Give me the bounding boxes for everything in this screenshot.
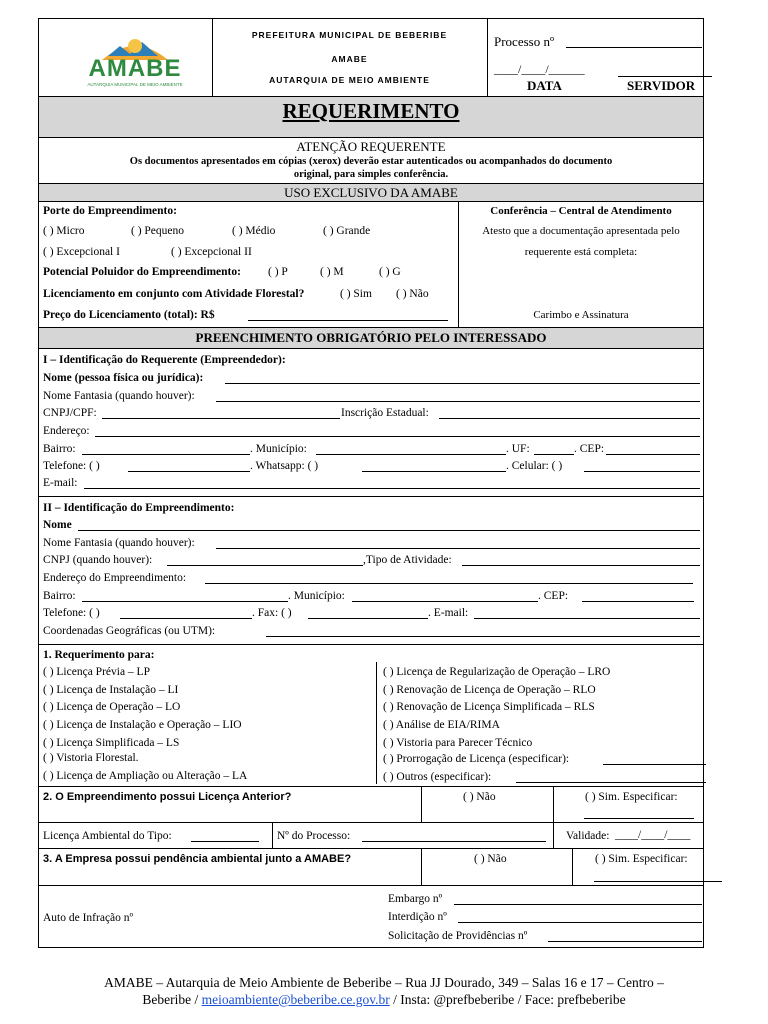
processo-label: Processo nº [494, 34, 554, 49]
uso-heading: USO EXCLUSIVO DA AMABE [284, 185, 458, 200]
footer-email-link[interactable]: meioambiente@beberibe.ce.gov.br [201, 992, 390, 1007]
preco-field[interactable] [248, 320, 448, 321]
s2-endereco-field[interactable] [205, 583, 693, 584]
porte-label: Porte do Empreendimento: [43, 205, 177, 217]
porte-grande[interactable]: ( ) Grande [323, 225, 371, 237]
section2-title: II – Identificação do Empreendimento: [43, 502, 235, 514]
servidor-field[interactable] [618, 76, 712, 77]
florestal-label: Licenciamento em conjunto com Atividade Florestal? [43, 288, 305, 300]
s1-nome-field[interactable] [225, 383, 700, 384]
s1-uf-label: . UF: [506, 443, 530, 455]
q3-question: 3. A Empresa possui pendência ambiental junto a AMABE? [43, 853, 352, 865]
florestal-sim[interactable]: ( ) Sim [340, 288, 372, 300]
footer-line1: AMABE – Autarquia de Meio Ambiente de Beberibe – Rua JJ Dourado, 349 – Salas 16 e 17 – Centro – [104, 975, 664, 990]
page-title: REQUERIMENTO [282, 99, 460, 123]
divider [38, 848, 704, 849]
s1-uf-field[interactable] [534, 454, 574, 455]
s2-bairro-label: Bairro: [43, 590, 76, 602]
s2-nome-field[interactable] [78, 530, 700, 531]
s2-municipio-label: . Município: [288, 590, 345, 602]
s1-celular-label: . Celular: ( ) [506, 460, 563, 472]
potencial-p[interactable]: ( ) P [268, 266, 288, 278]
potencial-label: Potencial Poluidor do Empreendimento: [43, 266, 241, 278]
carimbo-label: Carimbo e Assinatura [533, 309, 629, 321]
divider [38, 201, 704, 202]
q3-embargo-field[interactable] [454, 904, 702, 905]
s1-whatsapp-label: . Whatsapp: ( ) [250, 460, 319, 472]
s1-fantasia-label: Nome Fantasia (quando houver): [43, 390, 195, 402]
s1-bairro-label: Bairro: [43, 443, 76, 455]
s2-cnpj-label: CNPJ (quando houver): [43, 554, 153, 566]
porte-excepcional-1[interactable]: ( ) Excepcional I [43, 246, 120, 258]
s1-email-label: E-mail: [43, 477, 78, 489]
attention-heading: ATENÇÃO REQUERENTE [296, 139, 446, 154]
s2-bairro-field[interactable] [82, 601, 288, 602]
s2-email-label: . E-mail: [428, 607, 469, 619]
s1-whatsapp-field[interactable] [362, 471, 506, 472]
req-lio[interactable]: ( ) Licença de Instalação e Operação – LIO [43, 719, 242, 731]
s1-endereco-field[interactable] [95, 436, 700, 437]
q2-sim-field[interactable] [584, 818, 694, 819]
req-lro[interactable]: ( ) Licença de Regularização de Operação – LRO [383, 666, 611, 678]
s2-email-field[interactable] [474, 618, 700, 619]
req-lo[interactable]: ( ) Licença de Operação – LO [43, 701, 181, 713]
divider [38, 496, 704, 497]
logo-text: AMABE [88, 55, 182, 82]
header-line2: AMABE [331, 54, 368, 64]
s1-inscricao-field[interactable] [439, 418, 700, 419]
req-ls[interactable]: ( ) Licença Simplificada – LS [43, 737, 180, 749]
req-rls[interactable]: ( ) Renovação de Licença Simplificada – RLS [383, 701, 595, 713]
divider [376, 662, 377, 784]
s2-atividade-field[interactable] [462, 565, 700, 566]
s1-inscricao-label: Inscrição Estadual: [341, 407, 429, 419]
q3-auto-label: Auto de Infração nº [43, 912, 134, 924]
section1-title: I – Identificação do Requerente (Empreendedor): [43, 354, 286, 366]
q2-nao[interactable]: ( ) Não [463, 791, 496, 803]
s2-cep-label: . CEP: [538, 590, 569, 602]
req-prorrogacao-field[interactable] [603, 764, 706, 765]
q2-processo-label: Nº do Processo: [277, 830, 351, 842]
footer-line2 [0, 992, 768, 1008]
s1-celular-field[interactable] [584, 471, 700, 472]
s1-municipio-field[interactable] [316, 454, 506, 455]
date-slashes[interactable]: ____/____/______ [494, 62, 585, 76]
preenchimento-heading: PREENCHIMENTO OBRIGATÓRIO PELO INTERESSADO [195, 330, 547, 345]
s2-fax-field[interactable] [308, 618, 428, 619]
s2-telefone-field[interactable] [120, 618, 252, 619]
s1-cep-label: . CEP: [574, 443, 605, 455]
s1-telefone-label: Telefone: ( ) [43, 460, 100, 472]
divider [487, 18, 488, 96]
s2-cep-field[interactable] [582, 601, 694, 602]
q3-solicitacao-field[interactable] [548, 941, 702, 942]
q2-sim[interactable]: ( ) Sim. Especificar: [585, 791, 678, 803]
q3-nao[interactable]: ( ) Não [474, 853, 507, 865]
req-outros[interactable]: ( ) Outros (especificar): [383, 771, 492, 783]
s2-coordenadas-field[interactable] [266, 636, 700, 637]
porte-pequeno[interactable]: ( ) Pequeno [131, 225, 185, 237]
s1-nome-label: Nome (pessoa física ou jurídica): [43, 372, 204, 384]
porte-micro[interactable]: ( ) Micro [43, 225, 85, 237]
logo [60, 26, 210, 90]
s2-coordenadas-label: Coordenadas Geográficas (ou UTM): [43, 625, 216, 637]
req-la[interactable]: ( ) Licença de Ampliação ou Alteração – LA [43, 770, 248, 782]
req-outros-field[interactable] [516, 782, 706, 783]
s2-fantasia-field[interactable] [216, 548, 700, 549]
header-line3: AUTARQUIA DE MEIO AMBIENTE [269, 75, 430, 85]
atesto-line2: requerente está completa: [524, 246, 638, 258]
s1-fantasia-field[interactable] [216, 401, 700, 402]
q3-sim-field[interactable] [594, 881, 722, 882]
s1-email-field[interactable] [84, 488, 700, 489]
req-eia-rima[interactable]: ( ) Análise de EIA/RIMA [383, 719, 500, 731]
data-label: DATA [527, 78, 562, 93]
attention-line1: Os documentos apresentados em cópias (xerox) deverão estar autenticados ou acompanhados do documento [129, 156, 613, 167]
s1-telefone-field[interactable] [128, 471, 250, 472]
s1-endereco-label: Endereço: [43, 425, 90, 437]
divider [553, 786, 554, 848]
req-lp[interactable]: ( ) Licença Prévia – LP [43, 666, 150, 678]
q2-tipo-field[interactable] [191, 841, 259, 842]
s2-fantasia-label: Nome Fantasia (quando houver): [43, 537, 195, 549]
q3-interdicao-field[interactable] [458, 922, 702, 923]
footer-prefix: Beberibe / [142, 992, 202, 1007]
divider [572, 848, 573, 885]
potencial-g[interactable]: ( ) G [379, 266, 401, 278]
q3-interdicao-label: Interdição nº [388, 911, 447, 923]
req-li[interactable]: ( ) Licença de Instalação – LI [43, 684, 179, 696]
preco-label: Preço do Licenciamento (total): R$ [43, 309, 215, 321]
divider [38, 137, 704, 138]
s1-bairro-field[interactable] [82, 454, 250, 455]
divider [421, 786, 422, 822]
potencial-m[interactable]: ( ) M [320, 266, 344, 278]
servidor-label: SERVIDOR [627, 78, 696, 93]
s1-cnpj-field[interactable] [102, 418, 340, 419]
florestal-nao[interactable]: ( ) Não [396, 288, 429, 300]
q2-tipo-label: Licença Ambiental do Tipo: [43, 830, 172, 842]
req-prorrogacao[interactable]: ( ) Prorrogação de Licença (especificar): [383, 753, 570, 765]
s1-cnpj-label: CNPJ/CPF: [43, 407, 97, 419]
s2-nome-label: Nome [43, 519, 72, 531]
atesto-line1: Atesto que a documentação apresentada pelo [482, 225, 680, 237]
q2-question: 2. O Empreendimento possui Licença Anterior? [43, 791, 292, 803]
s1-cep-field[interactable] [606, 454, 700, 455]
s2-atividade-label: ,Tipo de Atividade: [363, 554, 452, 566]
q2-validade-field[interactable]: ____/____/____ [615, 829, 691, 841]
processo-field[interactable] [566, 47, 702, 48]
porte-excepcional-2[interactable]: ( ) Excepcional II [171, 246, 252, 258]
logo-subtitle: AUTARQUIA MUNICIPAL DE MEIO AMBIENTE [87, 82, 183, 87]
s1-municipio-label: . Município: [250, 443, 307, 455]
s2-endereco-label: Endereço do Empreendimento: [43, 572, 187, 584]
req-vistoria-parecer[interactable]: ( ) Vistoria para Parecer Técnico [383, 737, 533, 749]
q2-validade-label: Validade: [566, 830, 610, 842]
requerimento-title: 1. Requerimento para: [43, 649, 155, 661]
attention-line2: original, para simples conferência. [293, 169, 449, 180]
req-vistoria-florestal[interactable]: ( ) Vistoria Florestal. [43, 752, 139, 764]
q3-embargo-label: Embargo nº [388, 893, 443, 905]
porte-medio[interactable]: ( ) Médio [232, 225, 276, 237]
divider [38, 644, 704, 645]
divider [38, 822, 704, 823]
s2-telefone-label: Telefone: ( ) [43, 607, 100, 619]
divider [38, 348, 704, 349]
divider [421, 848, 422, 885]
s2-cnpj-field[interactable] [167, 565, 363, 566]
q3-solicitacao-label: Solicitação de Providências nº [388, 930, 528, 942]
s2-municipio-field[interactable] [352, 601, 538, 602]
divider [38, 786, 704, 787]
req-rlo[interactable]: ( ) Renovação de Licença de Operação – RLO [383, 684, 596, 696]
q2-processo-field[interactable] [362, 841, 546, 842]
q3-sim[interactable]: ( ) Sim. Especificar: [595, 853, 688, 865]
header-line1: PREFEITURA MUNICIPAL DE BEBERIBE [251, 30, 448, 40]
conferencia-title: Conferência – Central de Atendimento [490, 205, 672, 217]
divider [272, 822, 273, 848]
s2-fax-label: . Fax: ( ) [252, 607, 292, 619]
divider [38, 885, 704, 886]
footer-suffix: / Insta: @prefbeberibe / Face: prefbeberibe [389, 992, 626, 1007]
